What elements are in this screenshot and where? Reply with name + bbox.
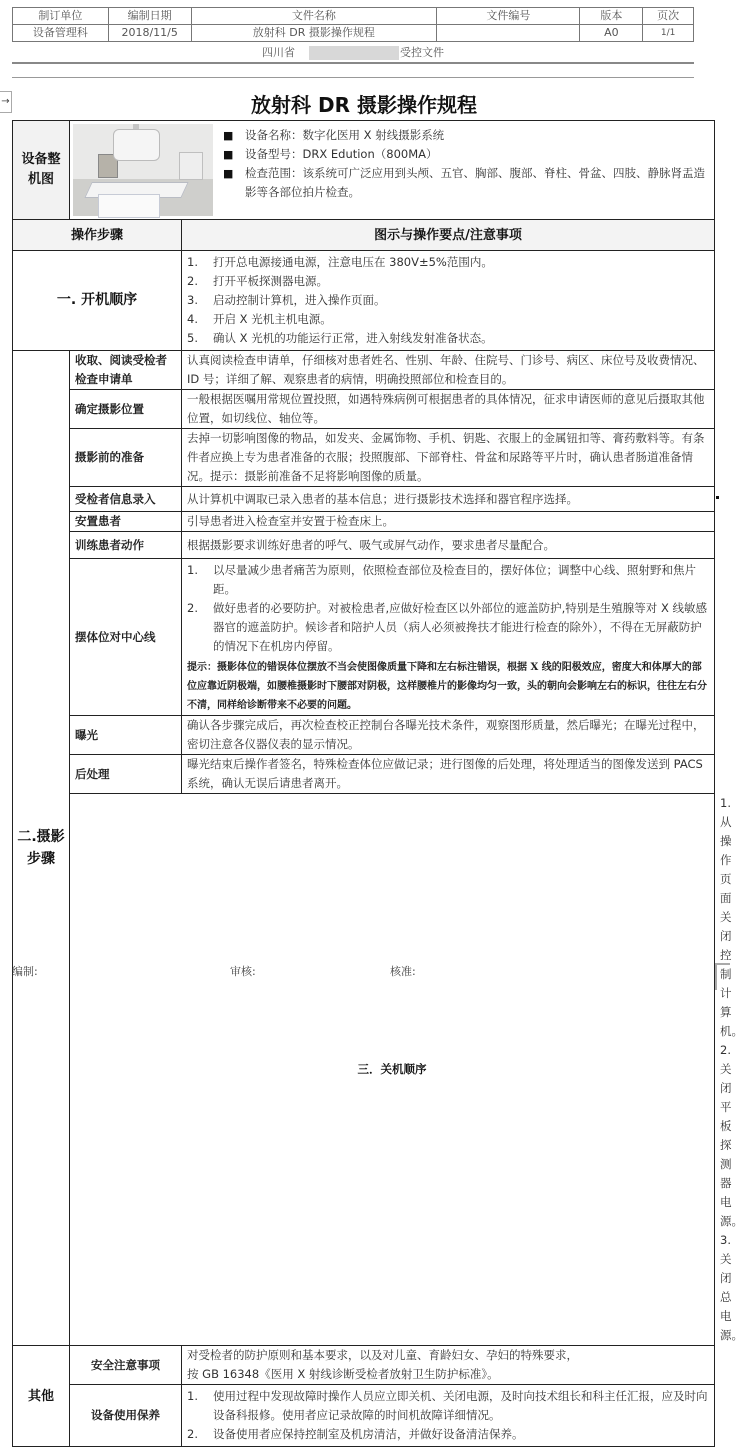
header-label-fileno: 文件编号 (437, 8, 580, 25)
maintenance-step: 1. 使用过程中发现故障时操作人员应立即关机、关闭电源，及时向技术组长和科主任汇报，应及时向设备科报修。使用者应记录故障的时间机故障详细情况。 (187, 1389, 708, 1422)
header-value-version: A0 (580, 25, 643, 42)
table-row (13, 1346, 715, 1385)
header-label-page: 页次 (643, 8, 694, 25)
step-text: 曝光结束后操作者签名，特殊检查体位应做记录；进行图像的后处理，将处理适当的图像发送到 PACS 系统，确认无误后请患者离开。 (182, 755, 715, 794)
header-value-page: 1/1 (643, 25, 694, 42)
table-row (13, 351, 715, 390)
col-header-steps: 操作步骤 (13, 220, 182, 251)
table-row (13, 512, 715, 532)
startup-steps (187, 251, 709, 350)
position-step: 1. 以尽量减少患者痛苦为原则，依照检查部位及检查目的，摆好体位；调整中心线、照射野和焦片距。 (187, 563, 696, 596)
header-label-date: 编制日期 (108, 8, 191, 25)
table-row (13, 716, 715, 755)
table-row (13, 487, 715, 512)
maintenance-content (182, 1385, 715, 1447)
step-name: 曝光 (70, 716, 182, 755)
step-text: 确认各步骤完成后，再次检查校正控制台各曝光技术条件，观察图形质量，然后曝光；在曝光过程中，密切注意各仪器仪表的显示情况。 (182, 716, 715, 755)
maintenance-steps (187, 1385, 709, 1446)
equipment-content (70, 121, 715, 220)
safety-content (182, 1346, 715, 1385)
step-text: 引导患者进入检查室并安置于检查床上。 (182, 512, 715, 532)
col-header-notes: 图示与操作要点/注意事项 (182, 220, 715, 251)
section-startup-content (182, 251, 715, 351)
table-row (13, 532, 715, 559)
section-startup-row (13, 251, 715, 351)
procedure-table (12, 120, 743, 1447)
startup-step: 1. 打开总电源接通电源，注意电压在 380V±5%范围内。 (187, 255, 493, 269)
header-label-filename: 文件名称 (191, 8, 437, 25)
startup-step: 5. 确认 X 光机的功能运行正常，进入射线发射准备状态。 (187, 331, 493, 345)
step-text: 认真阅读检查申请单，仔细核对患者姓名、性别、年龄、住院号、门诊号、病区、床位号及收费情况、ID 号；详细了解、观察患者的病情，明确投照部位和检查目的。 (182, 351, 715, 390)
header-value-filename: 放射科 DR 摄影操作规程 (191, 25, 437, 42)
section-startup-label: 一. 开机顺序 (13, 251, 182, 351)
anchor-arrow-icon[interactable]: → (0, 91, 12, 113)
header-values-row (13, 25, 694, 42)
page-corner (715, 963, 730, 990)
position-content (182, 559, 715, 716)
section-shutdown-row: 三．关机顺序 1.从操作页面关闭控制计算机。2.关闭平板探测器电源。3.关闭总电源。 (13, 794, 715, 1346)
equipment-name: ■ 设备名称：数字化医用 X 射线摄影系统 (221, 126, 711, 145)
step-name: 安置患者 (70, 512, 182, 532)
footer-approved: 核准: (390, 965, 416, 978)
header-value-date: 2018/11/5 (108, 25, 191, 42)
safety-line: 按 GB 16348《医用 X 射线诊断受检者放射卫生防护标准》。 (187, 1367, 499, 1381)
document-header-table (12, 7, 694, 42)
margin-mark (716, 496, 719, 499)
redacted-block (309, 46, 399, 60)
table-row (13, 755, 715, 794)
position-steps (187, 559, 709, 658)
step-name: 摆体位对中心线 (70, 559, 182, 716)
maintenance-step: 2. 设备使用者应保持控制室及机房清洁，并做好设备清洁保养。 (187, 1427, 524, 1441)
position-step: 2. 做好患者的必要防护。对被检患者,应做好检查区以外部位的遮盖防护,特别是生殖腺等对 X 线敏感器官的遮盖防护。候诊者和陪护人员（病人必须被搀扶才能进行检查的除外），不得在无屏蔽防护的情况下在机房内停留。 (187, 601, 707, 653)
step-name: 后处理 (70, 755, 182, 794)
page-title: 放射科 DR 摄影操作规程 (251, 93, 477, 117)
step-name: 受检者信息录入 (70, 487, 182, 512)
controlled-file-label: 受控文件 (400, 46, 444, 59)
step-text: 根据摄影要求训练好患者的呼气、吸气或屏气动作，要求患者尽量配合。 (182, 532, 715, 559)
position-note: 提示：摄影体位的错误体位摆放不当会使图像质量下降和左右标注错误，根据 X 线的阳极效应，密度大和体厚大的部位应靠近阴极端，如腰椎摄影时下腰部对阴极，这样腰椎片的影像均匀一致，头的朝向会影响左右的标识，往往左右分不清，同样给诊断带来不必要的问题。 (187, 662, 707, 711)
table-row (13, 1385, 715, 1447)
table-row (13, 390, 715, 429)
xray-machine-photo (73, 124, 213, 216)
maintenance-label: 设备使用保养 (70, 1385, 182, 1447)
footer-reviewed: 审核: (230, 965, 256, 978)
step-name: 确定摄影位置 (70, 390, 182, 429)
startup-step: 4. 开启 X 光机主机电源。 (187, 312, 332, 326)
equipment-row (13, 121, 715, 220)
section-imaging-label: 二.摄影步骤 (13, 351, 70, 1346)
equipment-bullets (221, 124, 711, 216)
table-header-row (13, 220, 715, 251)
footer-compiled: 编制: (12, 965, 38, 978)
header-label-unit: 制订单位 (13, 8, 109, 25)
header-label-version: 版本 (580, 8, 643, 25)
safety-label: 安全注意事项 (70, 1346, 182, 1385)
header-value-unit: 设备管理科 (13, 25, 109, 42)
step-name: 收取、阅读受检者检查申请单 (70, 351, 182, 390)
section-other-label: 其他 (13, 1346, 70, 1447)
safety-line: 对受检者的防护原则和基本要求，以及对儿童、育龄妇女、孕妇的特殊要求， (187, 1348, 578, 1362)
header-divider-2 (12, 77, 694, 78)
step-text: 去掉一切影响图像的物品，如发夹、金属饰物、手机、钥匙、衣服上的金属钮扣等、膏药敷料等。有条件者应换上专为患者准备的衣服；投照腹部、下部脊柱、骨盆和尿路等平片时，确认患者肠道准备情况。提示：摄影前准备不足将影响图像的质量。 (182, 429, 715, 487)
equipment-label: 设备整机图 (13, 121, 70, 220)
controlled-file-line (12, 45, 694, 61)
step-name: 训练患者动作 (70, 532, 182, 559)
header-value-fileno (437, 25, 580, 42)
table-row (13, 559, 715, 716)
step-text: 一般根据医嘱用常规位置投照，如遇特殊病例可根据患者的具体情况，征求申请医师的意见后摄取其他位置，如切线位、轴位等。 (182, 390, 715, 429)
table-row (13, 429, 715, 487)
startup-step: 2. 打开平板探测器电源。 (187, 274, 328, 288)
province-label: 四川省 (262, 46, 295, 59)
step-text: 从计算机中调取已录入患者的基本信息；进行摄影技术选择和器官程序选择。 (182, 487, 715, 512)
section-shutdown-label: 三．关机顺序 (70, 794, 715, 1346)
step-name: 摄影前的准备 (70, 429, 182, 487)
equipment-scope: ■ 检查范围：该系统可广泛应用到头颅、五官、胸部、腹部、脊柱、骨盆、四肢、静脉肾盂造影等各部位拍片检查。 (221, 164, 711, 202)
header-labels-row (13, 8, 694, 25)
startup-step: 3. 启动控制计算机，进入操作页面。 (187, 293, 386, 307)
equipment-model: ■ 设备型号：DRX Edution（800MA） (221, 145, 711, 164)
header-divider (12, 62, 694, 64)
